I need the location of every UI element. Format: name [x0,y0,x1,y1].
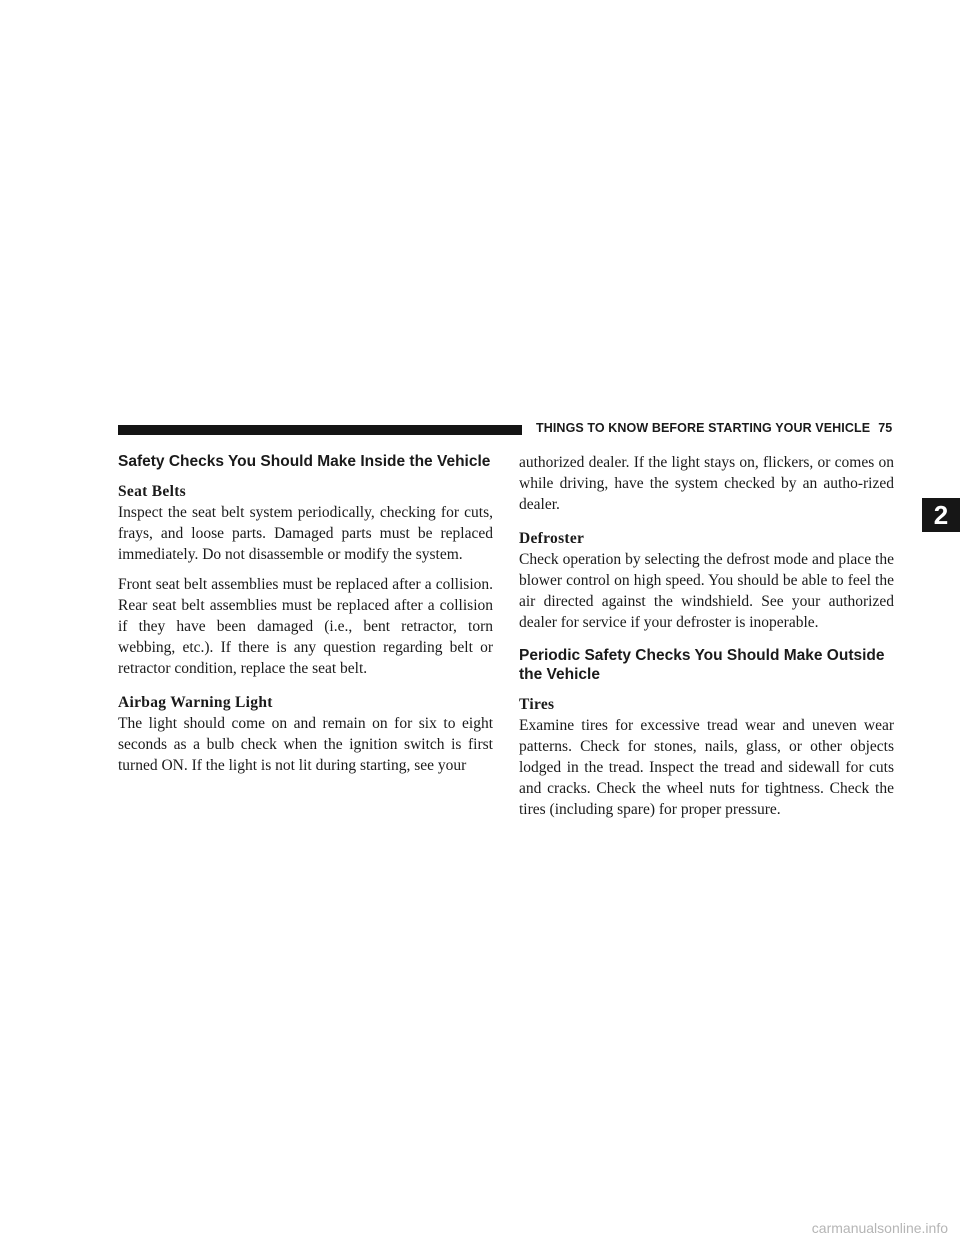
section-heading-outside: Periodic Safety Checks You Should Make Outside the Vehicle [519,647,885,683]
header-title: THINGS TO KNOW BEFORE STARTING YOUR VEHICLE [536,421,871,435]
header-rule-bar [118,425,522,435]
subheading-tires: Tires [519,696,555,713]
subheading-airbag-warning-light: Airbag Warning Light [118,694,273,711]
subheading-seat-belts: Seat Belts [118,483,187,500]
right-column [519,452,894,829]
paragraph-airbag-1: The light should come on and remain on for six to eight seconds as a bulb check when the ignition switch is first turned ON. If the light is not lit during starting, see your [118,715,493,774]
footer-watermark: carmanualsonline.info [811,1220,948,1236]
running-header [536,421,892,435]
left-column [118,452,493,785]
paragraph-airbag-continued: authorized dealer. If the light stays on, flickers, or comes on while driving, have the system checked by an autho-rized dealer. [519,454,894,513]
paragraph-seat-belts-1: Inspect the seat belt system periodically, checking for cuts, frays, and loose parts. Damaged parts must be replaced immediately. Do not disassemble or modify the system. [118,504,493,563]
subheading-defroster: Defroster [519,530,585,547]
section-heading-inside: Safety Checks You Should Make Inside the Vehicle [118,453,491,470]
chapter-tab: 2 [922,498,960,532]
paragraph-tires: Examine tires for excessive tread wear and uneven wear patterns. Check for stones, nails, glass, or other objects lodged in the tread. Inspect the tread and sidewall for cuts and cracks. Check the wheel nuts for tightness. Check the tires (including spare) for proper pressure. [519,717,894,818]
paragraph-defroster: Check operation by selecting the defrost mode and place the blower control on high speed. You should be able to feel the air directed against the windshield. See your authorized dealer for service if your defroster is inoperable. [519,551,894,631]
page-number: 75 [878,421,893,435]
paragraph-seat-belts-2: Front seat belt assemblies must be replaced after a collision. Rear seat belt assemblies must be replaced after a collision if they have been damaged (i.e., bent retractor, torn webbing, etc.). If there is any question regarding belt or retractor condition, replace the seat belt. [118,576,493,677]
